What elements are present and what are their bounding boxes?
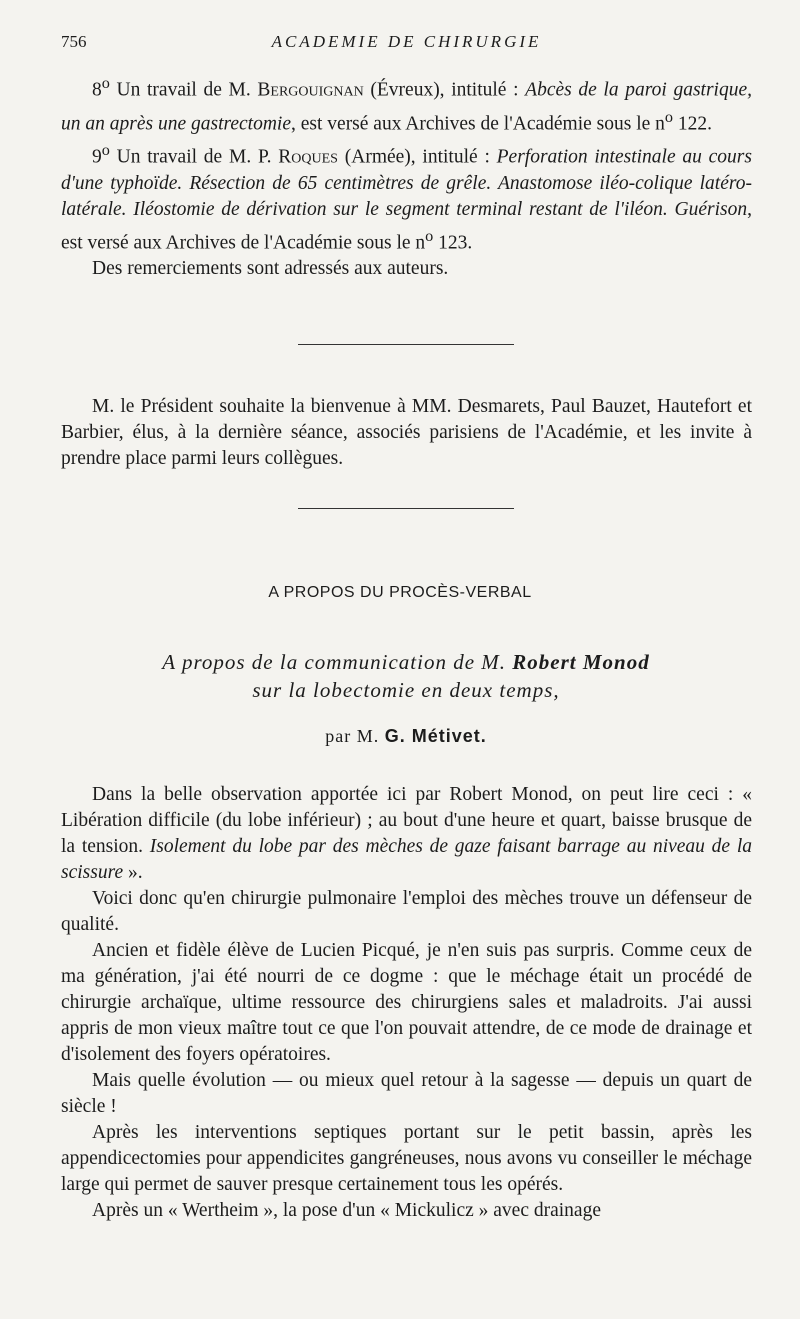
article-title: A propos de la communication de M. Robert Monod sur la lobectomie en deux temps, [162,650,650,702]
item-9: 9$^o$ Un travail de M. P. Roques (Armée), intitulé : Perforation intestinale au cours d'une typhoïde. Résection de 65 centimètres de grêle. Anastomose iléo-colique latéro-latérale. Iléostomie de dérivation sur le segment terminal restant de l'iléon. Guérison, est versé aux Archives de l'Académie sous le $n^o$ 123. [61,141,752,253]
author-name: Roques [278,146,338,168]
archive-items [61,70,752,282]
page-number: 756 [61,32,87,51]
paragraph: Ancien et fidèle élève de Lucien Picqué, je n'en suis pas surpris. Comme ceux de ma génération, j'ai été nourri de ce dogme : que le méchage était un procédé de chirurgie archaïque, ultime ressource des chirurgiens sales et maladroits. J'ai aussi appris de mon vieux maître tout ce que l'on pouvait attendre, de ce mode de drainage et d'isolement des foyers opératoires. [61,940,752,1065]
article-body [61,782,752,1224]
article-byline: par M. G. Métivet. [325,726,487,746]
author-name: Bergouignan [257,79,364,101]
cited-author: Robert Monod [512,650,650,674]
section-heading: A PROPOS DU PROCÈS-VERBAL [268,584,532,601]
work-title: Perforation intestinale au cours d'une typhoïde. Résection de 65 centimètres de grêle. Anastomose iléo-colique latéro-latérale. Iléostomie de dérivation sur le segment terminal restant de l'iléon. Guérison [61,146,752,220]
paragraph: Après un « Wertheim », la pose d'un « Mickulicz » avec drainage [92,1200,601,1221]
thanks-line: Des remerciements sont adressés aux auteurs. [92,258,449,279]
work-title: Abcès de la paroi gastrique, un an après une gastrectomie [61,79,752,134]
divider-rule [298,344,514,345]
divider-rule [298,508,514,509]
page-header [61,32,752,54]
article-author: G. Métivet. [384,726,487,746]
welcome-paragraph: M. le Président souhaite la bienvenue à MM. Desmarets, Paul Bauzet, Hautefort et Barbier, élus, à la dernière séance, associés parisiens de l'Académie, et les invite à prendre place parmi leurs collègues. [61,396,752,469]
item-8: 8$^o$ Un travail de M. Bergouignan (Évreux), intitulé : Abcès de la paroi gastrique, un an après une gastrectomie, est versé aux Archives de l'Académie sous le $n^o$ 122. [61,74,752,134]
paragraph: Mais quelle évolution — ou mieux quel retour à la sagesse — depuis un quart de siècle ! [61,1070,752,1117]
quoted-phrase: Isolement du lobe par des mèches de gaze faisant barrage au niveau de la scissure [61,836,752,883]
paragraph: Après les interventions septiques portant sur le petit bassin, après les appendicectomies pour appendicites gangréneuses, nous avons vu conseiller le méchage large qui permet de sauver presque certainement tous les opérés. [61,1122,752,1195]
welcome-block [61,394,752,472]
paragraph: Dans la belle observation apportée ici par Robert Monod, on peut lire ceci : « Libération difficile (du lobe inférieur) ; au bout d'une heure et quart, baisse brusque de la tension. Isolement du lobe par des mèches de gaze faisant barrage au niveau de la scissure ». [61,784,752,883]
paragraph: Voici donc qu'en chirurgie pulmonaire l'emploi des mèches trouve un défenseur de qualité. [61,888,752,935]
running-title: ACADEMIE DE CHIRURGIE [271,32,542,51]
